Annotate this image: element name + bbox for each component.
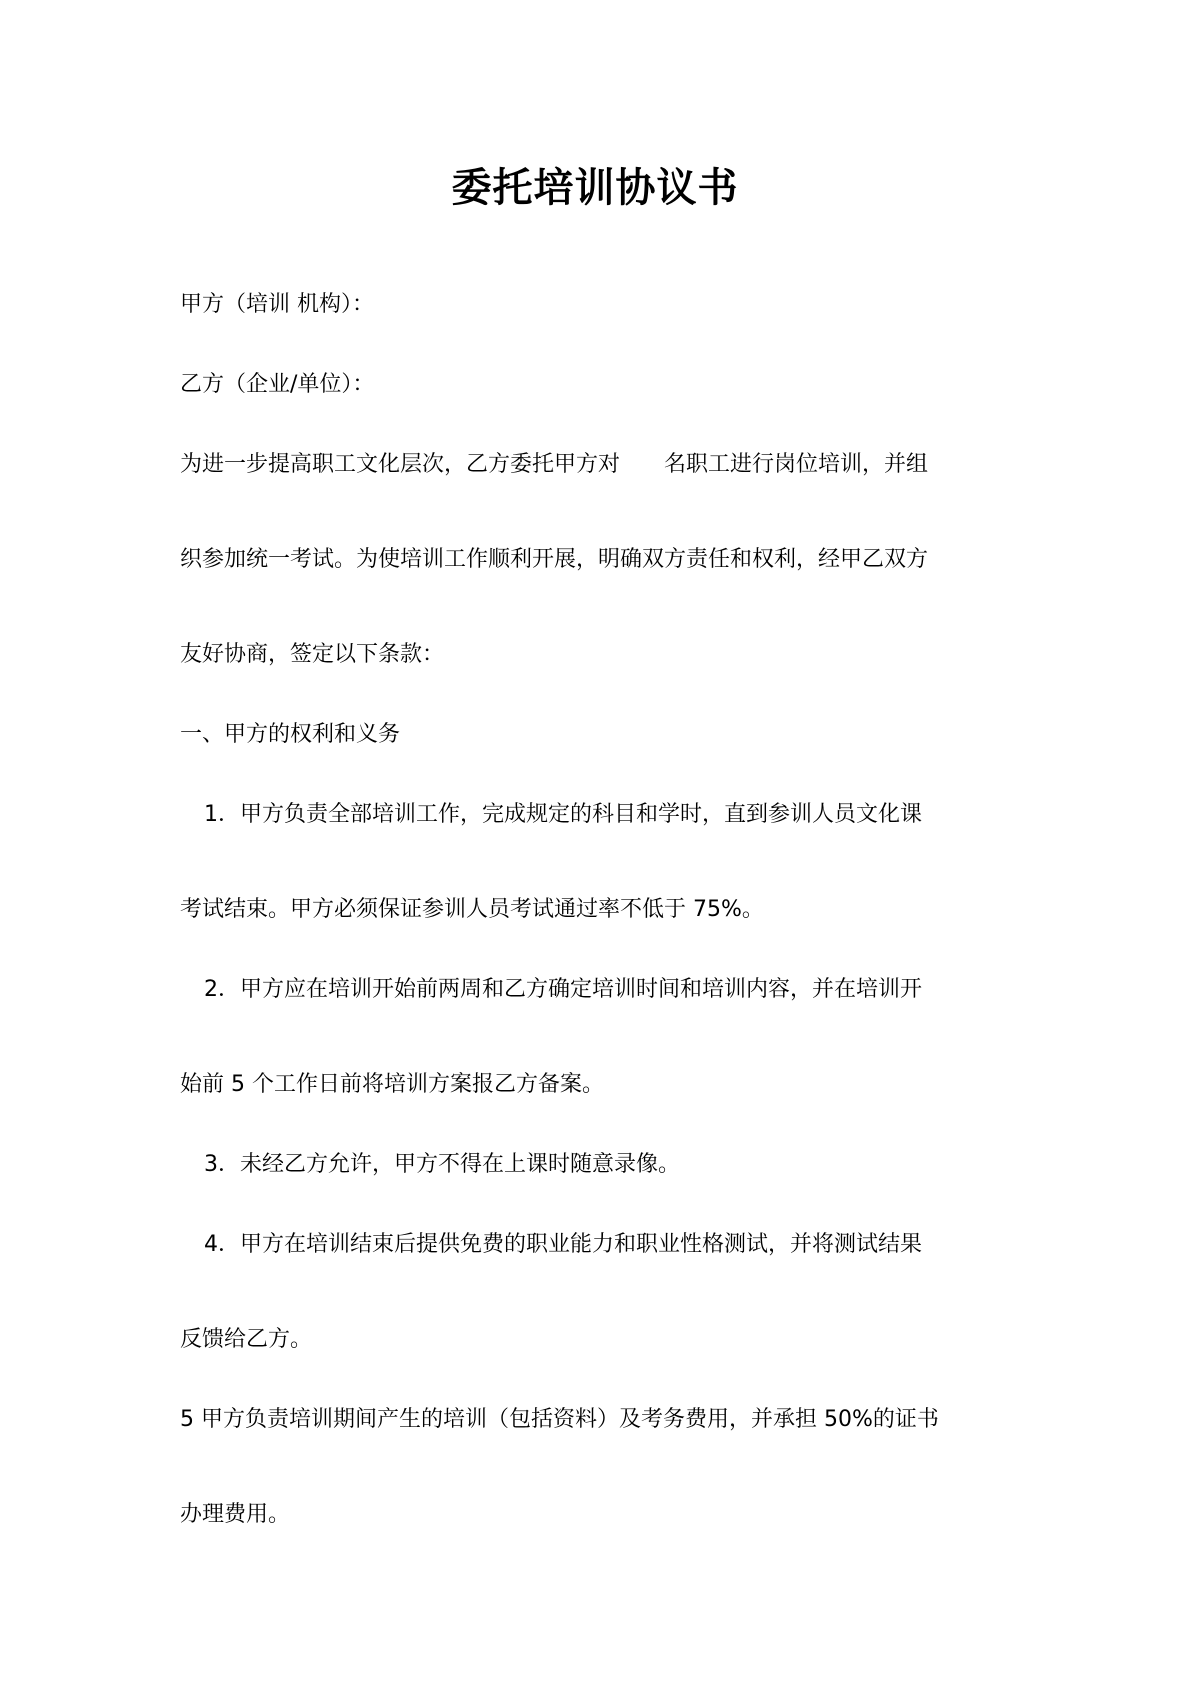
preamble-line-3: 友好协商，签定以下条款： [180, 642, 445, 667]
party-b-line: 乙方（企业/单位）： [180, 372, 375, 397]
preamble-line-2: 织参加统一考试。为使培训工作顺利开展，明确双方责任和权利，经甲乙双方 [180, 547, 929, 572]
clause-1-line-1: 1．甲方负责全部培训工作，完成规定的科目和学时，直到参训人员文化课 [204, 802, 922, 827]
clause-2-line-2: 始前 5 个工作日前将培训方案报乙方备案。 [180, 1072, 604, 1097]
clause-2-line-1: 2．甲方应在培训开始前两周和乙方确定培训时间和培训内容，并在培训开 [204, 977, 922, 1002]
section-heading-party-a: 一、甲方的权利和义务 [180, 722, 401, 747]
clause-3-line-1: 3．未经乙方允许，甲方不得在上课时随意录像。 [204, 1152, 680, 1177]
party-a-line: 甲方（培训 机构）： [180, 292, 374, 317]
preamble-line-1: 为进一步提高职工文化层次，乙方委托甲方对 名职工进行岗位培训，并组 [180, 452, 929, 477]
clause-4-line-1: 4．甲方在培训结束后提供免费的职业能力和职业性格测试，并将测试结果 [204, 1232, 922, 1257]
clause-1-line-2: 考试结束。甲方必须保证参训人员考试通过率不低于 75%。 [180, 897, 764, 922]
clause-4-line-2: 反馈给乙方。 [180, 1327, 313, 1352]
clause-5-line-2: 办理费用。 [180, 1502, 291, 1527]
clause-5-line-1: 5 甲方负责培训期间产生的培训（包括资料）及考务费用，并承担 50%的证书 [180, 1407, 939, 1432]
document-title: 委托培训协议书 [451, 165, 739, 211]
